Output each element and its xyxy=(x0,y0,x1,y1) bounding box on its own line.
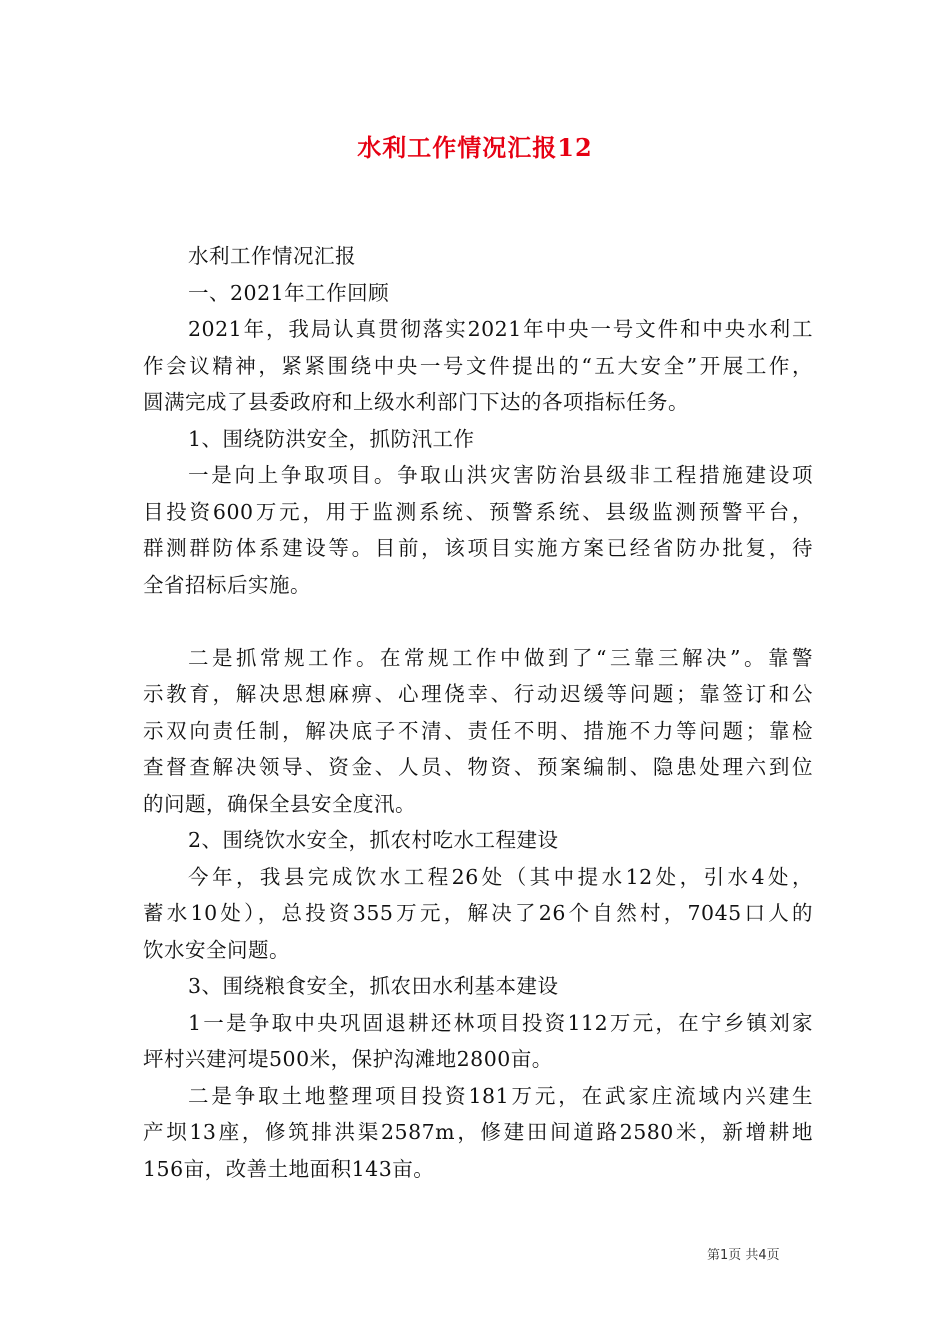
body-line: 作会议精神，紧紧围绕中央一号文件提出的“五大安全”开展工作， xyxy=(143,353,813,378)
document-body xyxy=(143,238,813,1187)
page-indicator: 第1页 共4页 xyxy=(707,1248,780,1263)
body-line: 圆满完成了县委政府和上级水利部门下达的各项指标任务。 xyxy=(143,390,689,414)
body-line: 产坝13座，修筑排洪渠2587m，修建田间道路2580米，新增耕地 xyxy=(143,1120,813,1144)
body-line: 示教育，解决思想麻痹、心理侥幸、行动迟缓等问题；靠签订和公 xyxy=(143,682,813,706)
body-line: 二是抓常规工作。在常规工作中做到了“三靠三解决”。靠警 xyxy=(188,645,813,670)
body-line: 群测群防体系建设等。目前，该项目实施方案已经省防办批复，待 xyxy=(143,536,813,560)
body-line: 今年，我县完成饮水工程26处（其中提水12处，引水4处， xyxy=(188,864,813,889)
body-line: 2、围绕饮水安全，抓农村吃水工程建设 xyxy=(188,828,559,852)
body-line: 156亩，改善土地面积143亩。 xyxy=(143,1156,435,1181)
body-line: 二是争取土地整理项目投资181万元，在武家庄流域内兴建生 xyxy=(188,1083,813,1108)
body-line: 1一是争取中央巩固退耕还林项目投资112万元，在宁乡镇刘家 xyxy=(188,1010,813,1035)
body-line: 一是向上争取项目。争取山洪灾害防治县级非工程措施建设项 xyxy=(188,463,813,487)
body-line: 水利工作情况汇报 xyxy=(188,244,356,268)
body-line: 的问题，确保全县安全度汛。 xyxy=(143,791,416,816)
body-line: 查督查解决领导、资金、人员、物资、预案编制、隐患处理六到位 xyxy=(143,755,813,779)
body-line: 示双向责任制，解决底子不清、责任不明、措施不力等问题；靠检 xyxy=(143,718,813,743)
body-line: 3、围绕粮食安全，抓农田水利基本建设 xyxy=(188,974,559,998)
body-line: 饮水安全问题。 xyxy=(143,937,290,962)
body-line: 全省招标后实施。 xyxy=(143,572,311,597)
body-line: 一、2021年工作回顾 xyxy=(188,280,390,305)
body-line: 蓄水10处），总投资355万元，解决了26个自然村，7045口人的 xyxy=(143,901,813,925)
body-line: 目投资600万元，用于监测系统、预警系统、县级监测预警平台， xyxy=(143,499,813,524)
body-line: 坪村兴建河堤500米，保护沟滩地2800亩。 xyxy=(143,1047,553,1071)
body-line: 1、围绕防洪安全，抓防汛工作 xyxy=(188,426,475,451)
body-line xyxy=(143,603,813,640)
document-title: 水利工作情况汇报12 xyxy=(357,133,593,162)
body-line: 2021年，我局认真贯彻落实2021年中央一号文件和中央水利工 xyxy=(188,317,813,341)
